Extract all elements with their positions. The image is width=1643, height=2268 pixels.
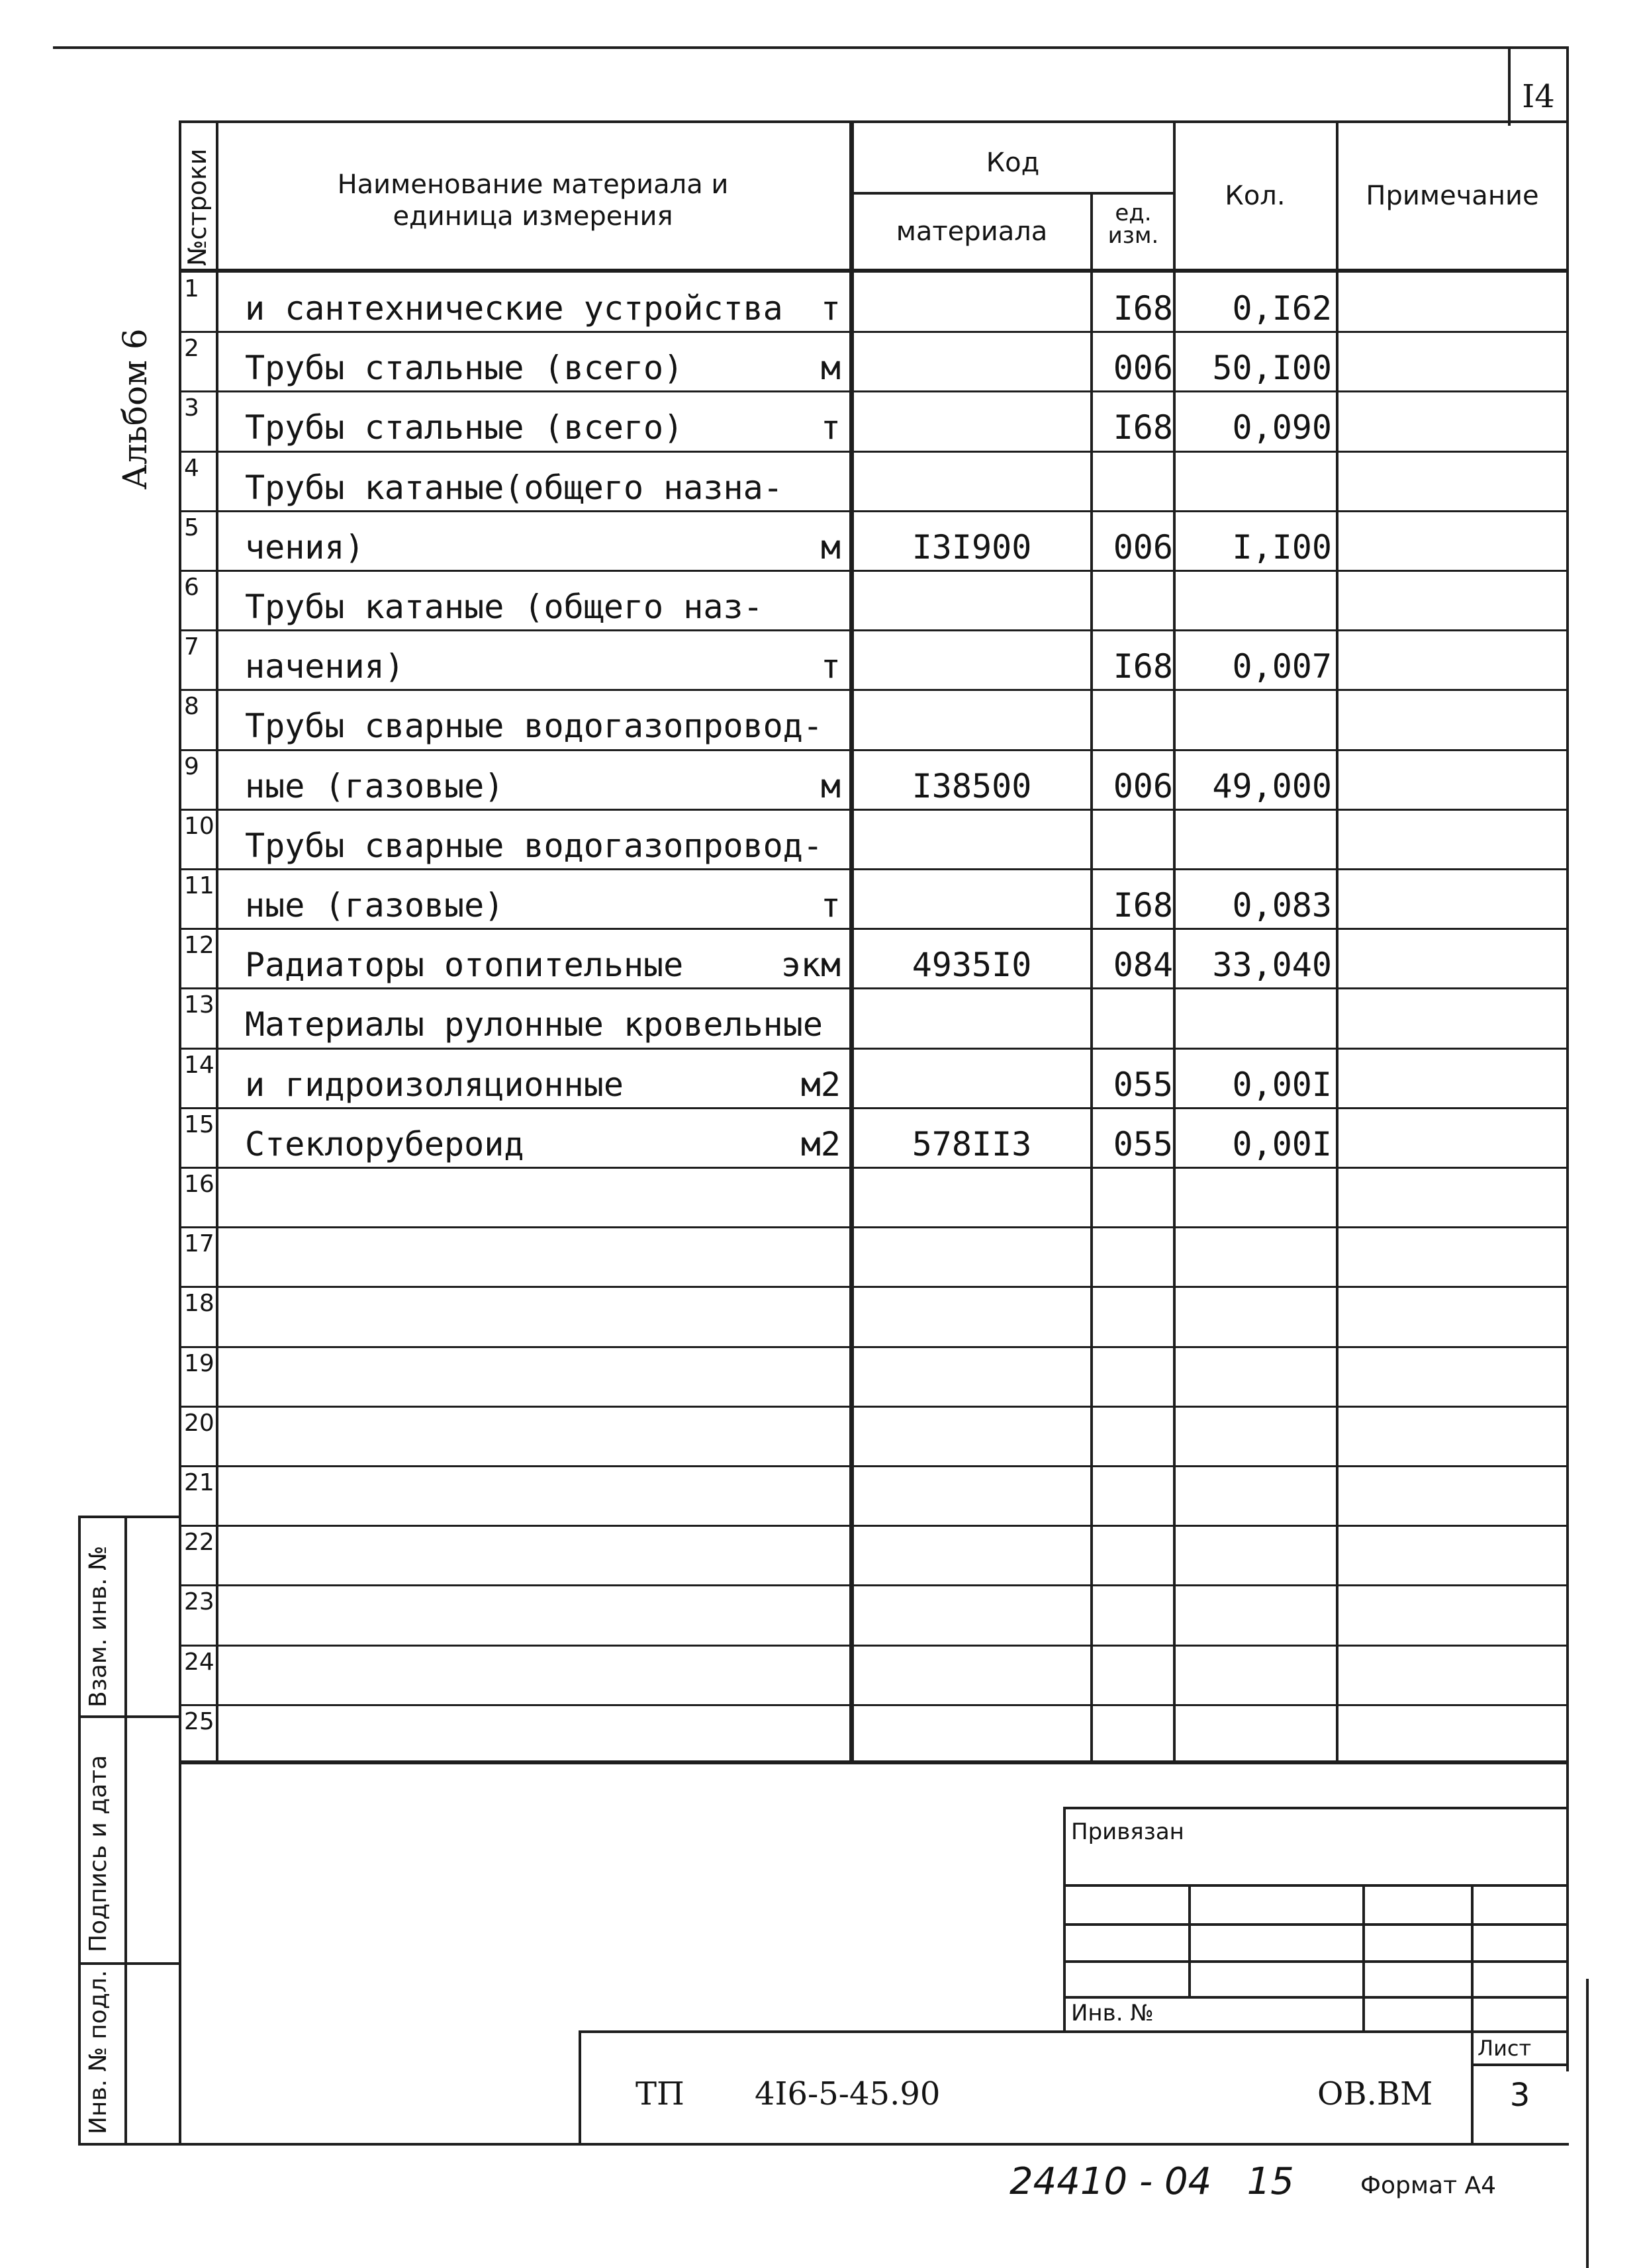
unit-name: т (820, 289, 841, 328)
page-number: I4 (1522, 78, 1555, 115)
format-label: Формат А4 (1360, 2172, 1497, 2199)
tb-col1 (1188, 1884, 1191, 1997)
unit-name: м (820, 349, 841, 387)
row-number: 18 (184, 1290, 214, 1317)
unit-code: 055 (1113, 1066, 1173, 1104)
header-bottom (179, 269, 1569, 273)
header-name: Наименование материала и единица измерения (337, 169, 729, 232)
privyazan-label: Привязан (1071, 1819, 1184, 1845)
row-line (179, 1584, 1569, 1586)
quantity: I,I00 (1232, 528, 1332, 567)
stamp-inv-podl: Инв. № подл. (85, 1970, 112, 2134)
row-line (179, 689, 1569, 691)
material-name: Стеклорубероид (245, 1125, 524, 1163)
stamp-mid (124, 1516, 127, 2144)
table-top (179, 120, 1569, 123)
material-code: I38500 (912, 767, 1032, 805)
album-label: Альбом 6 (116, 328, 154, 490)
quantity: 0,I62 (1232, 289, 1332, 328)
stamp-sep2 (78, 1962, 181, 1965)
row-number: 24 (184, 1649, 214, 1676)
row-line (179, 1525, 1569, 1527)
sheet-label-sep (1471, 2064, 1569, 2066)
unit-code: I68 (1113, 289, 1173, 328)
tb-row1 (1063, 1884, 1569, 1887)
row-number: 13 (184, 991, 214, 1019)
unit-name: т (820, 408, 841, 447)
page-number-box-right (1566, 46, 1569, 2071)
row-number: 14 (184, 1052, 214, 1079)
row-number: 11 (184, 872, 214, 899)
material-name: Трубы катаные(общего назна- (245, 469, 783, 507)
row-number: 5 (184, 514, 199, 541)
row-line (179, 749, 1569, 751)
tb-col2 (1362, 1884, 1365, 2032)
unit-name: экм (780, 946, 841, 984)
row-line (179, 510, 1569, 512)
row-number: 21 (184, 1469, 214, 1496)
row-number: 10 (184, 813, 214, 840)
row-number: 20 (184, 1410, 214, 1437)
row-line (179, 809, 1569, 811)
row-number: 1 (184, 275, 199, 302)
unit-code: 055 (1113, 1125, 1173, 1163)
tb-row4 (1063, 1996, 1569, 1999)
header-qty: Кол. (1225, 181, 1286, 211)
unit-name: т (820, 647, 841, 686)
material-name: Трубы стальные (всего) (245, 408, 684, 447)
material-name: Материалы рулонные кровельные (245, 1005, 823, 1044)
row-line (179, 1167, 1569, 1169)
material-name: Трубы сварные водогазопровод- (245, 707, 823, 745)
table-left (179, 120, 181, 2146)
material-name: начения) (245, 647, 404, 686)
col-sep-rownum (216, 120, 218, 1762)
stamp-bottom (78, 2143, 1569, 2146)
material-name: ные (газовые) (245, 886, 504, 925)
row-line (179, 1226, 1569, 1228)
unit-code: 006 (1113, 528, 1173, 567)
row-line (179, 928, 1569, 930)
quantity: 33,040 (1212, 946, 1332, 984)
header-row-no: №строки (183, 148, 212, 266)
doc-top (579, 2030, 1569, 2033)
row-line (179, 1465, 1569, 1467)
row-number: 19 (184, 1350, 214, 1377)
sheet-value: 3 (1509, 2077, 1530, 2114)
quantity: 49,000 (1212, 767, 1332, 805)
unit-name: м (820, 528, 841, 567)
col-sep-name (849, 120, 854, 1762)
row-line (179, 390, 1569, 392)
quantity: 0,090 (1232, 408, 1332, 447)
quantity: 0,083 (1232, 886, 1332, 925)
stamp-podpis: Подпись и дата (85, 1754, 112, 1952)
material-name: Трубы сварные водогазопровод- (245, 827, 823, 865)
doc-suffix: ОВ.ВМ (1317, 2075, 1433, 2112)
unit-code: 006 (1113, 767, 1173, 805)
tb-row2 (1063, 1923, 1569, 1926)
row-line (179, 1107, 1569, 1109)
row-number: 17 (184, 1230, 214, 1257)
code-split (851, 192, 1174, 195)
row-number: 7 (184, 633, 199, 660)
row-number: 4 (184, 455, 199, 482)
stamp-sep1 (78, 1715, 181, 1718)
inv-no-label: Инв. № (1071, 2000, 1154, 2026)
row-line (179, 1048, 1569, 1050)
material-name: и гидроизоляционные (245, 1066, 624, 1104)
unit-code: 006 (1113, 349, 1173, 387)
table-bottom (179, 1760, 1569, 1764)
row-number: 2 (184, 335, 199, 362)
row-line (179, 331, 1569, 333)
unit-code: I68 (1113, 647, 1173, 686)
unit-name: т (820, 886, 841, 925)
row-line (179, 1406, 1569, 1408)
row-number: 3 (184, 394, 199, 422)
material-name: чения) (245, 528, 365, 567)
row-number: 23 (184, 1588, 214, 1615)
handwritten-code: 24410 - 04 15 (1009, 2160, 1294, 2203)
row-number: 6 (184, 574, 199, 601)
row-line (179, 1346, 1569, 1348)
stamp-vzam: Взам. инв. № (85, 1545, 112, 1707)
top-rule (53, 46, 1569, 49)
row-number: 9 (184, 753, 199, 780)
row-line (179, 987, 1569, 989)
row-number: 15 (184, 1111, 214, 1138)
doc-number: 4I6-5-45.90 (755, 2075, 941, 2112)
privyazan-top (1063, 1807, 1569, 1809)
quantity: 0,00I (1232, 1066, 1332, 1104)
quantity: 50,I00 (1212, 349, 1332, 387)
sheet-label: Лист (1478, 2036, 1532, 2061)
unit-name: м2 (800, 1125, 841, 1163)
row-line (179, 570, 1569, 572)
unit-name: м (820, 767, 841, 805)
right-edge (1586, 1979, 1589, 2268)
unit-name: м2 (800, 1066, 841, 1104)
row-line (179, 629, 1569, 631)
header-code-unit: ед. изм. (1107, 200, 1159, 249)
doc-left (579, 2030, 581, 2144)
material-code: I3I900 (912, 528, 1032, 567)
material-name: Трубы катаные (общего наз- (245, 588, 763, 626)
material-name: Радиаторы отопительные (245, 946, 684, 984)
col-sep-qty (1336, 120, 1338, 1762)
unit-code: I68 (1113, 408, 1173, 447)
row-line (179, 868, 1569, 870)
quantity: 0,007 (1232, 647, 1332, 686)
material-code: 4935I0 (912, 946, 1032, 984)
row-line (179, 1704, 1569, 1706)
row-line (179, 1645, 1569, 1647)
quantity: 0,00I (1232, 1125, 1332, 1163)
header-note: Примечание (1366, 181, 1539, 211)
row-line (179, 1286, 1569, 1288)
header-code: Код (986, 148, 1040, 178)
doc-prefix: ТП (635, 2075, 684, 2112)
stamp-top (78, 1516, 181, 1518)
row-number: 25 (184, 1708, 214, 1735)
unit-code: I68 (1113, 886, 1173, 925)
material-code: 578II3 (912, 1125, 1032, 1163)
material-name: ные (газовые) (245, 767, 504, 805)
row-number: 8 (184, 693, 199, 720)
row-line (179, 451, 1569, 453)
row-number: 22 (184, 1529, 214, 1556)
row-number: 16 (184, 1171, 214, 1198)
material-name: и сантехнические устройства (245, 289, 783, 328)
tb-row3 (1063, 1960, 1569, 1963)
material-name: Трубы стальные (всего) (245, 349, 684, 387)
row-number: 12 (184, 932, 214, 959)
stamp-left (78, 1516, 81, 2144)
header-code-material: материала (896, 216, 1048, 247)
unit-code: 084 (1113, 946, 1173, 984)
